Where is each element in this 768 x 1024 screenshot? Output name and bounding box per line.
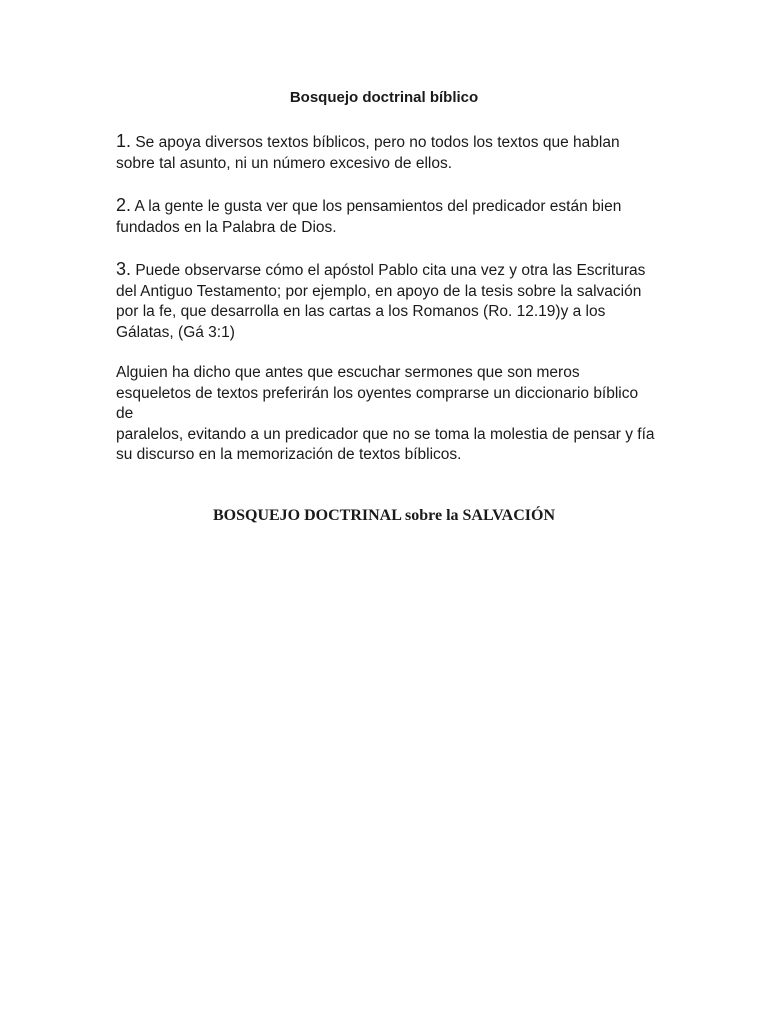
point-3-text: Puede observarse cómo el apóstol Pablo cita una vez y otra las Escrituras del Antiguo Testamento; por ejemplo, en apoyo de la tesis sobre la salvación por la fe, que desarrolla en las cartas a los Romanos (Ro. 12.19)y a los Gálatas, (Gá 3:1) [116,262,646,341]
closing-paragraph-line-1: Alguien ha dicho que antes que escuchar sermones que son meros esqueletos de textos preferirán los oyentes comprarse un diccionario bíblico de [116,364,639,422]
point-1-text: Se apoya diversos textos bíblicos, pero no todos los textos que hablan sobre tal asunto, ni un número excesivo de ellos. [116,134,620,172]
point-1 [116,131,656,174]
closing-paragraph-line-2: paralelos, evitando a un predicador que no se toma la molestia de pensar y fía su discurso en la memorización de textos bíblicos. [116,425,655,463]
point-2-number: 2. [116,195,132,215]
section-subtitle: BOSQUEJO DOCTRINAL sobre la SALVACIÓN [212,507,555,524]
document-title: Bosquejo doctrinal bíblico [289,89,479,106]
closing-paragraph [116,363,656,466]
point-2-text: A la gente le gusta ver que los pensamientos del predicador están bien fundados en la Palabra de Dios. [116,198,622,236]
point-3-number: 3. [116,259,132,279]
point-1-number: 1. [116,131,132,151]
point-2 [116,195,656,238]
point-3 [116,259,656,343]
